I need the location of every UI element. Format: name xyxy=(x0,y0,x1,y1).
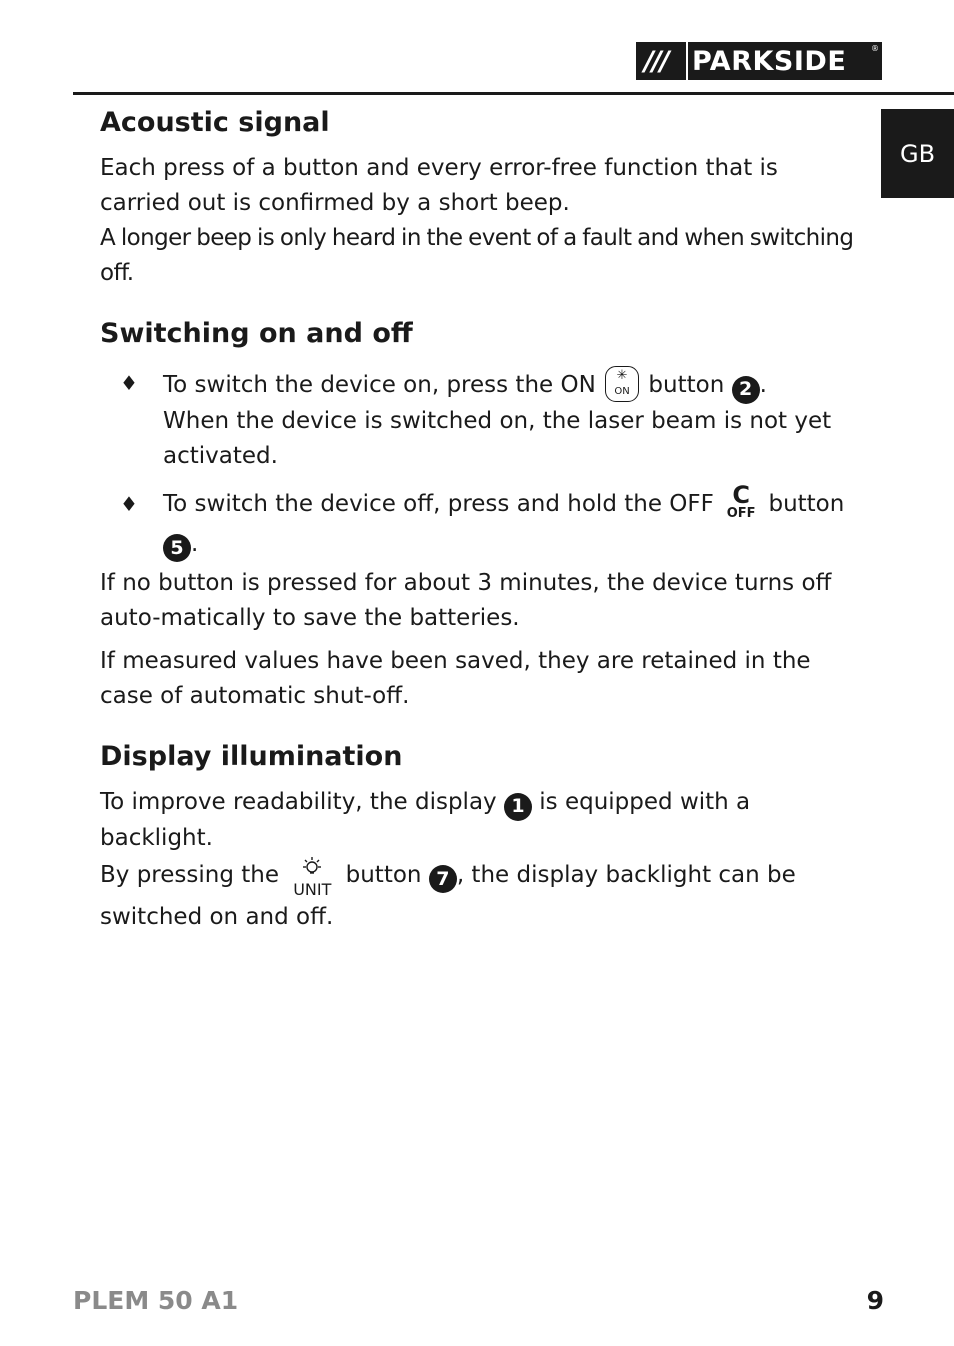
page-content xyxy=(100,104,860,935)
callout-number: 7 xyxy=(429,865,457,893)
laser-icon: ✳ xyxy=(616,368,628,383)
clear-icon: C xyxy=(732,480,750,509)
off-icon-label: OFF xyxy=(726,505,756,521)
bullet-text: When the device is switched on, the laser beam is not yet activated. xyxy=(163,407,832,469)
footer-model: PLEM 50 A1 xyxy=(73,1286,239,1315)
logo-registered: ® xyxy=(871,44,879,53)
section-heading: Switching on and off xyxy=(100,318,413,349)
page-number: 9 xyxy=(866,1286,884,1315)
parkside-logo xyxy=(636,42,882,80)
callout-number: 5 xyxy=(163,534,191,562)
lightbulb-icon xyxy=(300,856,324,880)
list-item xyxy=(100,366,860,474)
on-button-icon xyxy=(605,366,639,402)
section-display-illumination xyxy=(100,738,860,935)
paragraph: A longer beep is only heard in the event of a fault and when switching off. xyxy=(100,225,854,286)
logo-slashes: /// xyxy=(644,45,668,77)
section-switching xyxy=(100,315,860,714)
unit-button-icon xyxy=(290,856,334,900)
section-heading: Display illumination xyxy=(100,741,403,772)
section-acoustic-signal xyxy=(100,104,860,291)
diamond-bullet-icon: ♦ xyxy=(120,491,138,516)
bullet-text: button xyxy=(648,372,725,398)
callout-number: 1 xyxy=(504,793,532,821)
paragraph-text: button xyxy=(345,861,422,888)
list-item xyxy=(100,480,860,563)
section-heading: Acoustic signal xyxy=(100,107,330,138)
paragraph-text: , the display backlight can be switched on and off. xyxy=(100,861,796,930)
bullet-text: button xyxy=(768,490,845,517)
paragraph: If measured values have been saved, they are retained in the case of automatic shut-off. xyxy=(100,648,811,709)
paragraph-text: is equipped with a backlight. xyxy=(100,789,751,851)
bullet-text: To switch the device off, press and hold the OFF xyxy=(163,490,714,517)
off-button-icon xyxy=(725,480,757,527)
logo-brand: PARKSIDE xyxy=(692,45,847,77)
header-rule xyxy=(73,92,954,95)
paragraph-text: By pressing the xyxy=(100,861,279,888)
bullet-text: To switch the device on, press the ON xyxy=(163,372,596,398)
callout-number: 2 xyxy=(732,376,760,404)
paragraph: If no button is pressed for about 3 minutes, the device turns off auto-matically to save the batteries. xyxy=(100,570,832,631)
bullet-text: . xyxy=(191,530,199,557)
paragraph: Each press of a button and every error-free function that is carried out is confirmed by a short beep. xyxy=(100,155,778,216)
bullet-text: . xyxy=(759,372,767,398)
unit-icon-label: UNIT xyxy=(293,879,332,899)
paragraph-text: To improve readability, the display xyxy=(100,789,497,815)
diamond-bullet-icon: ♦ xyxy=(120,371,138,395)
paragraph xyxy=(100,785,860,935)
on-icon-label: ON xyxy=(614,386,630,397)
logo-divider xyxy=(686,42,688,80)
language-tab: GB xyxy=(881,109,954,198)
